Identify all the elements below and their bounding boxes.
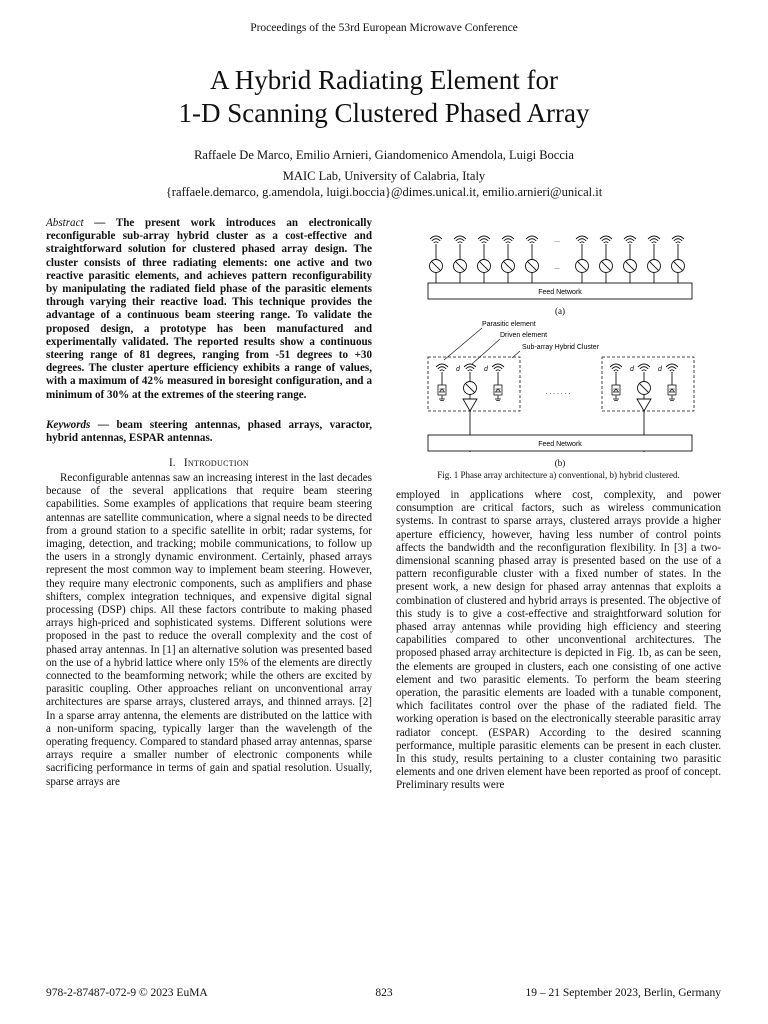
footer-page-number: 823 (375, 987, 393, 999)
title-line-1: A Hybrid Radiating Element for (210, 65, 558, 95)
paper-title (0, 64, 768, 130)
keywords (46, 419, 372, 445)
spacing-d-1: d (456, 366, 460, 373)
spacing-d-4: d (658, 366, 662, 373)
abstract-lead: Abstract (46, 217, 84, 229)
figure-1a-conventional (428, 236, 692, 316)
section-heading (46, 457, 372, 469)
figure-label-b: (b) (554, 458, 566, 468)
section-number: I. (168, 457, 176, 469)
footer-isbn: 978-2-87487-072-9 © 2023 EuMA (46, 987, 208, 999)
parasitic-element-label: Parasitic element (482, 321, 536, 328)
spacing-d-3: d (630, 366, 634, 373)
keywords-lead: Keywords (46, 419, 91, 431)
figure-1 (420, 226, 700, 471)
body-left-column (46, 472, 372, 789)
body-right-column (396, 489, 721, 793)
email-list: {raffaele.demarco, g.amendola, luigi.boccia}@dimes.unical.it, emilio.arnieri@unical.it (165, 185, 603, 199)
keywords-text: — beam steering antennas, phased arrays, varactor, hybrid antennas, ESPAR antennas. (46, 419, 372, 445)
figure-caption: Fig. 1 Phase array architecture a) conventional, b) hybrid clustered. (437, 470, 680, 480)
affiliation: MAIC Lab, University of Calabria, Italy (282, 169, 486, 183)
feed-network-label-a: Feed Network (538, 289, 582, 296)
abstract (46, 217, 372, 402)
footer-date: 19 – 21 September 2023, Berlin, Germany (525, 987, 721, 999)
ellipsis-top: ... (554, 237, 560, 244)
body-left-text: Reconfigurable antennas saw an increasing interest in the last decades because of the several applications that require beam steering capabilities. Some examples of applications that require beam steering antennas are satellite communication, where a signal needs to be directed from a ground station to a specific satellite in orbit; radar systems, for imaging, detection, and tracking; mobile communications, to follow up the users in a strongly dynamic environment. Certainly, phased arrays represent the most common way to implement beam steering. However, they require many electronic components, such as amplifiers and phase shifters, complex integration techniques, and expensive digital signal processing (DSP) chips. All these factors contribute to making phased arrays high-priced and sophisticated systems. Different solutions were proposed in the past to reduce the overall complexity and the cost of phased array antennas. In [1] an alternative solution was presented based on the use of a hybrid lattice where only 15% of the elements are directly connected to the beamforming network; while the others are excited by parasitic coupling. Other approaches reliant on unconventional array architectures are sparse arrays, clustered arrays, and thinned arrays. [2] In a sparse array antenna, the elements are distributed on the lattice with a non-uniform spacing, typically larger than the wavelength of the operating frequency. Compared to standard phased array antennas, sparse arrays require a smaller number of electronic components while sacrificing performance in terms of gain and spatial resolution. Usually, sparse arrays are (46, 472, 372, 788)
section-title: Introduction (183, 457, 250, 469)
author-list: Raffaele De Marco, Emilio Arnieri, Giandomenico Amendola, Luigi Boccia (194, 148, 574, 162)
body-right-text: employed in applications where cost, complexity, and power consumption are critical factors, such as wireless communication systems. In contrast to sparse arrays, clustered arrays provide a higher aperture efficiency, however, having less number of control points affects the bandwidth and the reconfiguration flexibility. In [3] a two-dimensional scanning phased array is presented based on the use of a pattern reconfigurable cluster with a fixed number of states. In the present work, a new design for phased array antennas that exploits a combination of clustered and hybrid arrays is presented. The objective of this study is to give a cost-effective and straightforward solution for phased array antennas while providing high efficiency and steering capabilities compared to other unconventional architectures. The proposed phased array architecture is depicted in Fig. 1b, as can be seen, the elements are grouped in clusters, each one consisting of one active element and two parasitic elements. To perform the beam steering operation, the parasitic elements are loaded with a tunable component, which facilitates control over the phase of the radiated field. The working operation is based on the electronically steerable parasitic array radiator concept. (ESPAR) According to the desired scanning performance, multiple parasitic elements can be present in each cluster. In this study, results pertaining to a cluster containing two parasitic elements and one driven element have been reported as proof of concept. Preliminary results were (396, 489, 721, 792)
feed-network-label-b: Feed Network (538, 441, 582, 448)
spacing-d-2: d (484, 366, 488, 373)
ellipsis-middle: ... (554, 264, 560, 271)
title-line-2: 1-D Scanning Clustered Phased Array (178, 98, 590, 128)
abstract-text: — The present work introduces an electronically reconfigurable sub-array hybrid cluster as a cost-effective and straightforward solution for clustered phased array design. The cluster consists of three radiating elements: one active and two reactive parasitic elements, and achieves pattern reconfigurability by manipulating the radiated field phase of the parasitic elements through varying their reactive load. This technique provides the advantage of a continuous beam steering range. To validate the proposed design, a prototype has been manufactured and experimentally validated. The reported results show a continuous steering range of 81 degrees, ranging from -51 degrees to +30 degrees. The cluster aperture efficiency exhibits a range of values, with a maximum of 42% measured in boresight configuration, and a minimum of 30% at the extremes of the steering range. (46, 217, 372, 401)
subarray-cluster-label: Sub-array Hybrid Cluster (522, 344, 600, 351)
figure-label-a: (a) (555, 306, 565, 316)
ellipsis-cluster: . . . . . . . (545, 389, 571, 396)
driven-element-label: Driven element (500, 332, 548, 339)
conference-header: Proceedings of the 53rd European Microwave Conference (250, 22, 518, 34)
figure-1b-hybrid (428, 321, 694, 468)
